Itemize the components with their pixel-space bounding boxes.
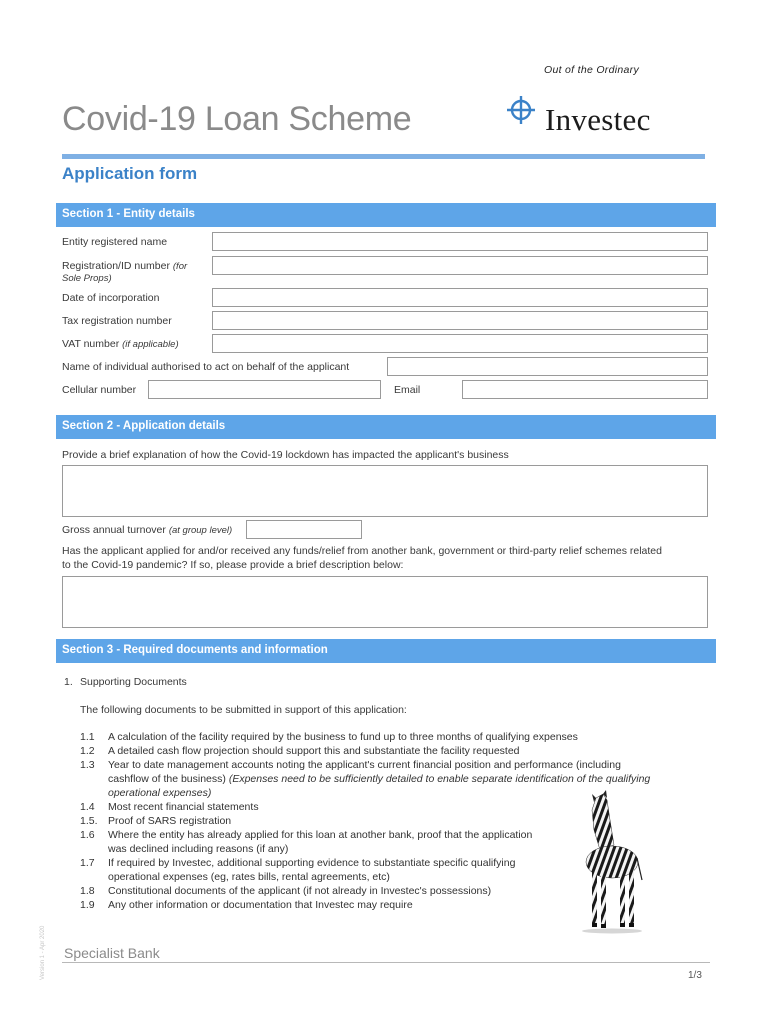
relief-textarea[interactable] bbox=[62, 576, 708, 628]
brand-tagline: Out of the Ordinary bbox=[544, 64, 639, 76]
list-item: 1.4 Most recent financial statements bbox=[80, 801, 259, 813]
list-item: 1.2 A detailed cash flow projection should support this and substantiate the facility requested bbox=[80, 745, 520, 757]
list-item-cont: operational expenses (eg, rates bills, rental agreements, etc) bbox=[108, 871, 390, 883]
list-item-cont: cashflow of the business) (Expenses need to be sufficiently detailed to enable separate identification of the qualifying bbox=[108, 773, 651, 785]
header-divider bbox=[62, 154, 705, 159]
registration-field[interactable] bbox=[212, 256, 708, 275]
vat-label-text: VAT number bbox=[62, 338, 120, 350]
vat-field[interactable] bbox=[212, 334, 708, 353]
authorised-field[interactable] bbox=[387, 357, 708, 376]
registration-label bbox=[62, 260, 187, 272]
registration-note: (for bbox=[172, 261, 188, 272]
zebra-illustration bbox=[570, 790, 650, 935]
turnover-field[interactable] bbox=[246, 520, 362, 539]
vat-label bbox=[62, 338, 179, 350]
email-field[interactable] bbox=[462, 380, 708, 399]
turnover-label-text: Gross annual turnover bbox=[62, 524, 166, 536]
relief-question-line-1: Has the applicant applied for and/or received any funds/relief from another bank, government or third-party relief schemes related bbox=[62, 545, 662, 557]
cellular-label: Cellular number bbox=[62, 384, 137, 396]
turnover-label bbox=[62, 524, 232, 536]
page-title: Covid-19 Loan Scheme bbox=[62, 100, 412, 138]
list-item: 1.7 If required by Investec, additional supporting evidence to substantiate specific qualifying bbox=[80, 857, 516, 869]
registration-note-cont: Sole Props) bbox=[62, 273, 112, 284]
list-item: 1.3 Year to date management accounts noting the applicant's current financial position and performance (including bbox=[80, 759, 621, 771]
section-1-heading: Section 1 - Entity details bbox=[56, 203, 716, 227]
impact-textarea[interactable] bbox=[62, 465, 708, 517]
version-label: Version 1 - Apr 2020 bbox=[40, 925, 46, 980]
supporting-docs-intro: The following documents to be submitted in support of this application: bbox=[80, 704, 407, 716]
turnover-note: (at group level) bbox=[168, 525, 233, 536]
footer-specialist-bank: Specialist Bank bbox=[64, 945, 160, 961]
list-item: 1.6 Where the entity has already applied for this loan at another bank, proof that the application bbox=[80, 829, 533, 841]
section-2-heading: Section 2 - Application details bbox=[56, 415, 716, 439]
page-number: 1/3 bbox=[688, 970, 702, 981]
list-item: 1.5. Proof of SARS registration bbox=[80, 815, 232, 827]
entity-name-label: Entity registered name bbox=[62, 236, 168, 248]
vat-note: (if applicable) bbox=[122, 339, 179, 350]
section-3-heading: Section 3 - Required documents and information bbox=[56, 639, 716, 663]
list-item-cont: was declined including reasons (if any) bbox=[108, 843, 289, 855]
entity-name-field[interactable] bbox=[212, 232, 708, 251]
tax-label: Tax registration number bbox=[62, 315, 172, 327]
list-item: 1.8 Constitutional documents of the applicant (if not already in Investec's possessions) bbox=[80, 885, 492, 897]
incorporation-field[interactable] bbox=[212, 288, 708, 307]
list-item: 1.1 A calculation of the facility required by the business to fund up to three months of qualifying expenses bbox=[80, 731, 578, 743]
tax-field[interactable] bbox=[212, 311, 708, 330]
email-label: Email bbox=[394, 384, 421, 396]
registration-label-text: Registration/ID number bbox=[62, 260, 170, 272]
list-item: 1.9 Any other information or documentation that Investec may require bbox=[80, 899, 413, 911]
supporting-docs-title: Supporting Documents bbox=[80, 676, 187, 688]
cellular-field[interactable] bbox=[148, 380, 381, 399]
impact-question: Provide a brief explanation of how the Covid-19 lockdown has impacted the applicant's business bbox=[62, 449, 509, 461]
authorised-label: Name of individual authorised to act on behalf of the applicant bbox=[62, 361, 350, 373]
investec-logo-text: Investec bbox=[545, 102, 651, 137]
incorporation-label: Date of incorporation bbox=[62, 292, 160, 304]
relief-question-line-2: to the Covid-19 pandemic? If so, please provide a brief description below: bbox=[62, 559, 404, 571]
supporting-docs-number: 1. bbox=[64, 676, 73, 688]
form-subtitle: Application form bbox=[62, 164, 198, 183]
list-item-cont: operational expenses) bbox=[108, 787, 212, 799]
footer-divider bbox=[62, 962, 710, 963]
investec-logo-icon bbox=[506, 95, 536, 125]
